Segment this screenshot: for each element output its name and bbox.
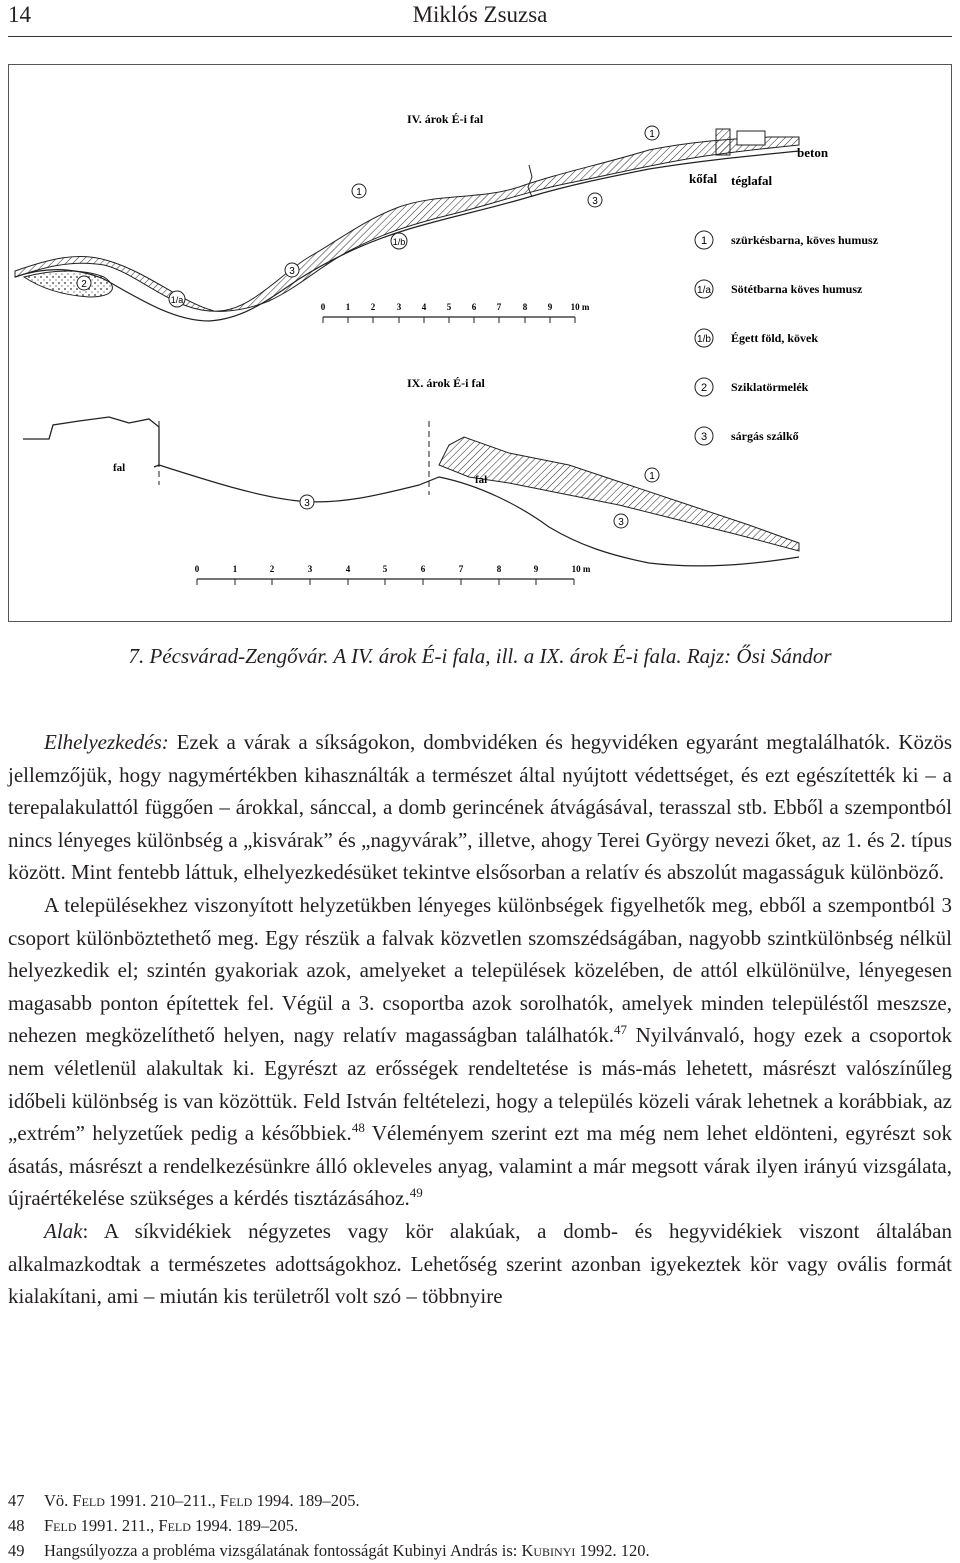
footnote-author: Feld [44,1516,77,1535]
svg-text:2: 2 [269,564,275,574]
paragraph-shape [8,1215,952,1313]
paragraph-settlements-part-c: Véleményem szerint ezt ma még nem lehet eldönteni, egyrészt sok ásatás, másrészt a rendelkezésünkre álló okleveles anyag, valamint a már megsott várak ilyen irányú vizsgálata, újraértékelése szükséges a kérdés tisztázásához. [8,1121,952,1211]
footnote-text: 1991. 210–211., [104,1491,220,1510]
footnote-text: Hangsúlyozza a probléma vizsgálatának fontosságát Kubinyi András is: [44,1541,522,1560]
ix-left-wall [23,417,159,467]
section-ix-title: IX. árok É-i fal [407,376,485,390]
svg-text:1: 1 [232,564,238,574]
svg-text:0: 0 [320,302,326,312]
svg-text:1/b: 1/b [392,237,406,247]
label-kofal: kőfal [689,171,718,186]
svg-text:8: 8 [496,564,502,574]
svg-text:9: 9 [547,302,553,312]
paragraph-location-text: Ezek a várak a síkságokon, dombvidéken és hegyvidéken egyaránt megtalálhatók. Közös jellemzőjük, hogy nagymértékben kihasználták a természet által nyújtott védettséget, és ezt egészítették ki – a terepalakulattól függően – árokkal, sánccal, a domb gerincének átvágásával, terasszal stb. Ebből a szempontból nincs lényeges különbség a „kisvárak” és „nagyvárak”, illetve, ahogy Terei György nevezi őket, az 1. és 2. típus között. Mint fentebb láttuk, elhelyezkedésüket tekintve elsősorban a relatív és abszolút magasságuk különböző. [8,730,952,885]
svg-text:szürkésbarna, köves humusz: szürkésbarna, köves humusz [731,233,879,247]
label-fal-right: fal [475,474,488,486]
svg-text:Sziklatörmelék: Sziklatörmelék [731,380,809,394]
footnote-ref-47[interactable]: 47 [613,1022,627,1038]
figure-caption: 7. Pécsvárad-Zengővár. A IV. árok É-i fala, ill. a IX. árok É-i fala. Rajz: Ősi Sándor [128,644,832,668]
svg-text:1/a: 1/a [697,285,711,296]
label-fal-left: fal [113,462,126,474]
paragraph-shape-text: : A síkvidékiek négyzetes vagy kör alakúak, a domb- és hegyvidékiek viszont általában alkalmazkodtak a természetes adottságokhoz. Lehetőség szerint azonban igyekeztek kör vagy ovális formát kialakítani, ami – miután kis területről volt szó – többnyire [8,1218,952,1309]
footnote-number: 47 [8,1491,25,1510]
svg-text:2: 2 [81,279,87,290]
ix-marker-3-b [614,514,628,528]
svg-text:9: 9 [533,564,539,574]
svg-text:3: 3 [592,196,598,207]
svg-text:Sötétbarna köves humusz: Sötétbarna köves humusz [731,282,863,296]
svg-text:7: 7 [458,564,464,574]
svg-text:10 m: 10 m [571,564,591,574]
footnote-number: 48 [8,1516,25,1535]
svg-text:3: 3 [304,498,310,509]
iv-marker-1b [391,233,407,249]
svg-text:1/a: 1/a [170,295,184,305]
label-teglafal: téglafal [731,173,773,188]
ix-marker-1 [645,468,659,482]
iv-marker-1-a [352,184,366,198]
svg-text:1: 1 [700,235,708,247]
iv-layer-1-hatched [15,137,799,311]
iv-marker-1-b [645,126,659,140]
svg-text:Égett föld, kövek: Égett föld, kövek [731,331,818,345]
svg-text:3: 3 [396,302,402,312]
svg-text:6: 6 [420,564,426,574]
svg-text:0: 0 [194,564,200,574]
footnote-author: Feld [72,1491,105,1510]
ix-marker-3-a [300,495,314,509]
svg-text:5: 5 [382,564,388,574]
iv-marker-3-b [588,193,602,207]
footnote-ref-48[interactable]: 48 [351,1120,365,1136]
footnote-text: 1994. 189–205. [190,1516,299,1535]
paragraph-settlements-part-b: Nyilvánvaló, hogy ezek a csoportok nem véletlenül alakultak ki. Egyrészt az erősségek rendeltetése is más-más lehetett, másrészt valószínűleg időbeli különbség is van közöttük. Feld István feltételezi, hogy a település közeli várak lehetnek a korábbiak, az „extrém” helyzetűek pedig a későbbiek. [8,1023,952,1146]
label-beton: beton [797,145,829,160]
svg-text:sárgás szálkő: sárgás szálkő [731,429,799,443]
svg-text:1: 1 [649,129,655,140]
iv-scale-bar [321,302,590,323]
iv-marker-2 [77,276,91,290]
svg-text:4: 4 [421,302,427,312]
footnote-author: Feld [158,1516,191,1535]
legend [695,231,879,445]
footnote-48 [8,1513,952,1538]
svg-text:6: 6 [471,302,477,312]
paragraph-settlements [8,889,952,1215]
page-header [0,0,960,38]
ix-scale-bar [195,564,591,585]
svg-text:7: 7 [496,302,502,312]
svg-text:4: 4 [345,564,351,574]
running-head: Miklós Zsuzsa [412,2,548,27]
section-drawing [9,65,951,621]
paragraph-location [8,726,952,889]
footnote-ref-49[interactable]: 49 [409,1185,423,1201]
term-alak: Alak [44,1218,83,1243]
header-rule [8,36,952,37]
footnote-text: 1994. 189–205. [252,1491,360,1510]
footnote-text: 1992. 120. [575,1541,650,1560]
iv-marker-3-a [285,263,299,277]
svg-text:3: 3 [307,564,313,574]
svg-text:1: 1 [649,471,655,482]
svg-text:8: 8 [522,302,528,312]
paragraph-settlements-part-a: A településekhez viszonyított helyzetükben lényeges különbségek figyelhetők meg, ebből a szempontból 3 csoport különböztethető meg. Egy részük a falvak közvetlen szomszédságában, nagyobb szintkülönbség nélkül helyezkedik el; szintén gyakoriak azok, amelyeket a települések közelében, de attól elkülönülve, lényegesen magasabb ponton építettek fel. Végül a 3. csoportba azok sorolhatók, amelyek minden településtől meszsze, nehezen megközelíthető helyen, nagy relatív magasságban találhatók. [8,892,952,1048]
svg-text:2: 2 [700,382,708,394]
legend-item-1b [695,329,818,347]
svg-text:3: 3 [618,517,624,528]
svg-text:1/b: 1/b [697,334,711,345]
legend-item-1 [695,231,879,249]
page-number: 14 [8,2,31,27]
legend-item-2 [695,378,809,396]
footnote-text: Vö. [44,1491,73,1510]
stone-wall-mark [716,129,730,155]
brick-wall-mark [737,131,765,145]
iv-bedrock-line [15,151,799,321]
svg-text:3: 3 [289,266,295,277]
footnote-47 [8,1488,952,1513]
legend-item-1a [695,280,863,298]
footnote-49 [8,1538,952,1563]
term-elhelyezkedes: Elhelyezkedés: [44,730,169,754]
footnote-author: Feld [219,1491,253,1510]
section-drawing-figure [8,64,952,622]
svg-text:3: 3 [700,431,708,443]
body-text [8,726,952,1313]
section-iv-title: IV. árok É-i fal [407,112,484,126]
iv-layer-2-rubble [24,271,112,297]
legend-item-3 [695,427,799,445]
iv-marker-1a [169,291,185,307]
footnote-author: Kubinyi [521,1541,576,1560]
footnote-text: 1991. 211., [76,1516,159,1535]
svg-text:1: 1 [345,302,351,312]
footnotes [8,1488,952,1563]
svg-text:2: 2 [370,302,376,312]
svg-text:1: 1 [356,187,362,198]
footnote-number: 49 [8,1541,25,1560]
svg-text:10 m: 10 m [570,302,590,312]
svg-text:5: 5 [446,302,452,312]
